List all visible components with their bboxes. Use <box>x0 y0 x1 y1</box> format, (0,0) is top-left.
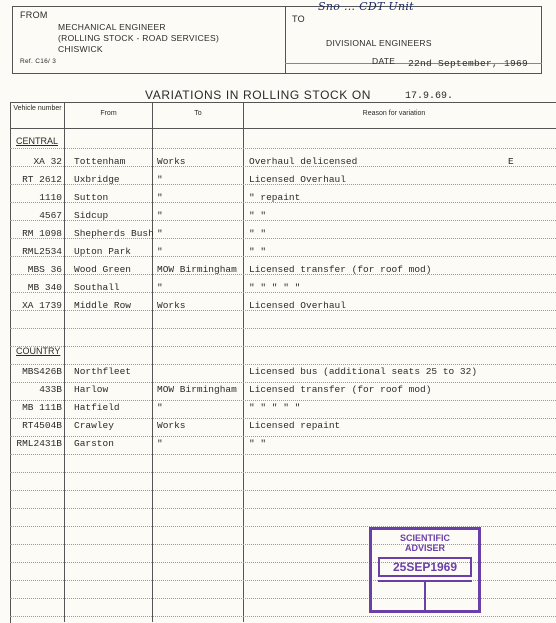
from-line-3: CHISWICK <box>58 44 103 54</box>
to-value: DIVISIONAL ENGINEERS <box>326 38 432 48</box>
cell-vehicle: MBS 36 <box>27 264 62 275</box>
cell-vehicle: RML2431B <box>16 438 62 449</box>
header-rule <box>10 128 556 129</box>
cell-to: " <box>157 282 163 293</box>
cell-extra: E <box>508 156 514 167</box>
stamp-date: 25SEP1969 <box>378 557 472 577</box>
cell-reason: " " " " " <box>249 402 301 413</box>
cell-from: Sidcup <box>74 210 109 221</box>
cell-vehicle: XA 1739 <box>22 300 62 311</box>
cell-from: Hatfield <box>74 402 120 413</box>
cell-reason: " " <box>249 246 267 257</box>
cell-reason: Licensed transfer (for roof mod) <box>249 384 432 395</box>
cell-vehicle: MB 340 <box>27 282 62 293</box>
row-rule <box>10 454 556 456</box>
cell-from: Middle Row <box>74 300 132 311</box>
cell-vehicle: RT 2612 <box>22 174 62 185</box>
stamp-line-1: SCIENTIFIC <box>399 533 450 543</box>
col-header-from: From <box>100 110 117 117</box>
cell-reason: " repaint <box>249 192 301 203</box>
cell-to: " <box>157 246 163 257</box>
cell-to: " <box>157 192 163 203</box>
stamp-line-2: ADVISER <box>404 543 445 553</box>
cell-to: " <box>157 210 163 221</box>
cell-vehicle: RM 1098 <box>22 228 62 239</box>
stamp-rule <box>424 580 426 610</box>
cell-vehicle: MBS426B <box>22 366 62 377</box>
cell-from: Harlow <box>74 384 109 395</box>
section-heading: COUNTRY <box>16 346 61 356</box>
cell-vehicle: XA 32 <box>33 156 62 167</box>
cell-from: Northfleet <box>74 366 132 377</box>
cell-to: Works <box>157 156 186 167</box>
cell-reason: " " " " " <box>249 282 301 293</box>
from-line-1: MECHANICAL ENGINEER <box>58 22 166 32</box>
cell-reason: " " <box>249 210 267 221</box>
handwritten-to: Sno ... CDT Unit <box>318 0 414 13</box>
cell-from: Shepherds Bush <box>74 228 154 239</box>
date-label: DATE <box>372 56 396 66</box>
cell-vehicle: MB 111B <box>22 402 62 413</box>
from-line-2: (ROLLING STOCK - ROAD SERVICES) <box>58 33 220 43</box>
cell-to: " <box>157 228 163 239</box>
cell-from: Uxbridge <box>74 174 120 185</box>
title-date: 17.9.69. <box>405 91 454 102</box>
cell-from: Upton Park <box>74 246 132 257</box>
col-header-reason: Reason for variation <box>362 110 426 117</box>
cell-from: Wood Green <box>74 264 132 275</box>
cell-from: Sutton <box>74 192 109 203</box>
cell-vehicle: 433B <box>39 384 62 395</box>
row-rule <box>10 508 556 510</box>
ref-number: Ref. C16/ 3 <box>20 58 57 65</box>
row-rule <box>10 148 556 150</box>
cell-reason: Licensed repaint <box>249 420 341 431</box>
from-label: FROM <box>20 10 48 20</box>
row-rule <box>10 346 556 348</box>
cell-reason: Licensed Overhaul <box>249 300 346 311</box>
cell-from: Southall <box>74 282 120 293</box>
cell-reason: Overhaul delicensed <box>249 156 358 167</box>
cell-to: Works <box>157 300 186 311</box>
to-label: TO <box>292 14 305 24</box>
cell-reason: Licensed Overhaul <box>249 174 346 185</box>
cell-vehicle: RT4504B <box>22 420 62 431</box>
cell-to: MOW Birmingham <box>157 384 237 395</box>
cell-to: " <box>157 174 163 185</box>
col-header-to: To <box>194 110 202 117</box>
cell-to: " <box>157 438 163 449</box>
cell-to: Works <box>157 420 186 431</box>
date-value: 22nd September, 1969 <box>408 58 529 69</box>
col-header-vehicle: Vehicle number <box>13 105 62 112</box>
row-rule <box>10 472 556 474</box>
cell-from: Crawley <box>74 420 114 431</box>
cell-to: MOW Birmingham <box>157 264 237 275</box>
row-rule <box>10 490 556 492</box>
cell-from: Tottenham <box>74 156 126 167</box>
section-heading: CENTRAL <box>16 136 59 146</box>
cell-vehicle: 4567 <box>39 210 62 221</box>
document-title: VARIATIONS IN ROLLING STOCK ON <box>145 88 372 102</box>
row-rule <box>10 328 556 330</box>
scientific-adviser-stamp <box>369 527 481 613</box>
cell-reason: Licensed bus (additional seats 25 to 32) <box>249 366 478 377</box>
cell-to: " <box>157 402 163 413</box>
cell-reason: Licensed transfer (for roof mod) <box>249 264 432 275</box>
cell-vehicle: RML2534 <box>22 246 62 257</box>
cell-vehicle: 1110 <box>39 192 62 203</box>
cell-reason: " " <box>249 228 267 239</box>
row-rule <box>10 616 556 618</box>
cell-from: Garston <box>74 438 114 449</box>
cell-reason: " " <box>249 438 267 449</box>
